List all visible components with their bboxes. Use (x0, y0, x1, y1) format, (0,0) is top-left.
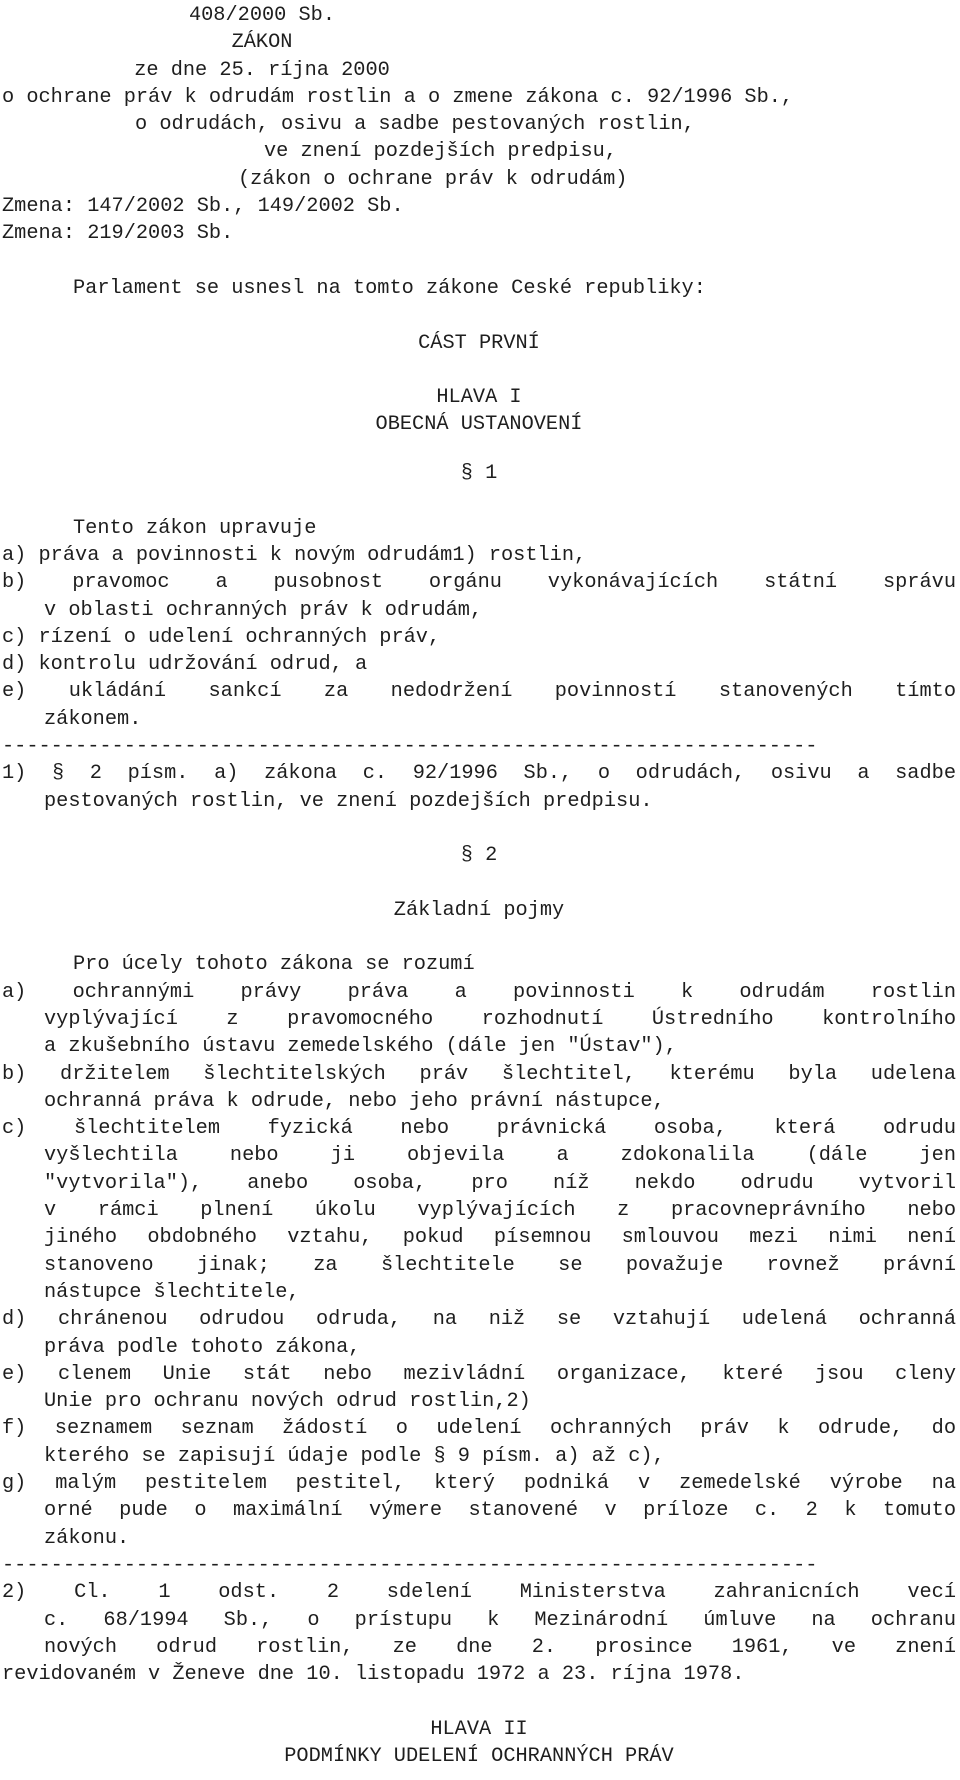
law-date: ze dne 25. ríjna 2000 (134, 58, 390, 82)
footnote-separator: ------------------------------------------------------------------- (2, 735, 818, 759)
section-2-item-a-cont: a zkušebního ústavu zemedelského (dále jen "Ústav"), (44, 1035, 677, 1059)
section-2-title: Základní pojmy (393, 898, 565, 922)
footnote-2-cont: c. 68/1994 Sb., o prístupu k Mezinárodní úmluve na ochranu (44, 1608, 956, 1632)
section-2-item-a: a) ochrannými právy práva a povinnosti k odrudám rostlin (2, 980, 956, 1004)
section-1-item-a: a) práva a povinnosti k novým odrudám1) rostlin, (2, 543, 587, 567)
footnote-2-cont: nových odrud rostlin, ze dne 2. prosince 1961, ve znení (44, 1635, 956, 1659)
section-2-item-b-cont: ochranná práva k odrude, nebo jeho právní nástupce, (44, 1089, 665, 1113)
chapter-1-label: HLAVA I (436, 386, 522, 410)
part-heading: CÁST PRVNÍ (418, 331, 540, 355)
law-title-line-3: ve znení pozdejších predpisu, (264, 140, 617, 164)
section-2-item-g-cont: zákonu. (44, 1526, 130, 1550)
footnote-1: 1) § 2 písm. a) zákona c. 92/1996 Sb., o odrudách, osivu a sadbe (2, 762, 956, 786)
section-2-item-c-cont: "vytvorila"), anebo osoba, pro níž nekdo odrudu vytvoril (44, 1171, 956, 1195)
chapter-1-title: OBECNÁ USTANOVENÍ (375, 413, 583, 437)
footnote-1-cont: pestovaných rostlin, ve znení pozdejších predpisu. (44, 789, 653, 813)
section-2-item-c-cont: v rámci plnení úkolu vyplývajících z pracovneprávního nebo (44, 1199, 956, 1223)
law-document (2, 2, 956, 1770)
section-2-item-f-cont: kterého se zapisují údaje podle § 9 písm. a) až c), (44, 1444, 665, 1468)
section-1-item-e-cont: zákonem. (44, 707, 142, 731)
law-number: 408/2000 Sb. (188, 4, 336, 27)
section-2-item-c-cont: jiného obdobného vztahu, pokud písemnou smlouvou mezi nimi není (44, 1226, 956, 1250)
section-2-mark: § 2 (460, 844, 498, 868)
section-2-item-d-cont: práva podle tohoto zákona, (44, 1335, 361, 1359)
section-1-intro: Tento zákon upravuje (73, 516, 317, 540)
section-2-item-g-cont: orné pude o maximální výmere stanovené v príloze c. 2 k tomuto (44, 1499, 956, 1523)
section-1-item-b-cont: v oblasti ochranných práv k odrudám, (44, 598, 483, 622)
section-2-item-c-cont: nástupce šlechtitele, (44, 1280, 300, 1304)
section-1-item-d: d) kontrolu udržování odrud, a (2, 653, 368, 677)
footnote-2-cont: revidovaném v Ženeve dne 10. listopadu 1972 a 23. ríjna 1978. (2, 1663, 745, 1687)
footnote-2: 2) Cl. 1 odst. 2 sdelení Ministerstva zahranicních vecí (2, 1581, 956, 1605)
amendment-line-1: Zmena: 147/2002 Sb., 149/2002 Sb. (2, 195, 404, 219)
section-2-intro: Pro úcely tohoto zákona se rozumí (73, 953, 475, 977)
section-1-item-e: e) ukládání sankcí za nedodržení povinností stanovených tímto (2, 680, 956, 704)
section-2-item-a-cont: vyplývající z pravomocného rozhodnutí Ústredního kontrolního (44, 1007, 956, 1031)
chapter-2-label: HLAVA II (430, 1717, 528, 1741)
section-2-item-e-cont: Unie pro ochranu nových odrud rostlin,2) (44, 1390, 531, 1414)
section-1-item-c: c) rízení o udelení ochranných práv, (2, 625, 441, 649)
section-2-item-c-cont: stanoveno jinak; za šlechtitele se považuje rovnež právní (44, 1253, 956, 1277)
law-type: ZÁKON (231, 31, 293, 55)
chapter-2-title: PODMÍNKY UDELENÍ OCHRANNÝCH PRÁV (284, 1745, 674, 1768)
section-2-item-f: f) seznamem seznam žádostí o udelení ochranných práv k odrude, do (2, 1417, 956, 1441)
section-2-item-c-cont: vyšlechtila nebo ji objevila a zdokonalila (dále jen (44, 1144, 956, 1168)
law-title-line-1: o ochrane práv k odrudám rostlin a o zmene zákona c. 92/1996 Sb., (2, 85, 794, 109)
preamble: Parlament se usnesl na tomto zákone Ceské republiky: (73, 276, 706, 300)
section-1-item-b: b) pravomoc a pusobnost orgánu vykonávajících státní správu (2, 571, 956, 595)
section-2-item-e: e) clenem Unie stát nebo mezivládní organizace, které jsou cleny (2, 1362, 956, 1386)
amendment-line-2: Zmena: 219/2003 Sb. (2, 222, 234, 246)
law-title-line-2: o odrudách, osivu a sadbe pestovaných rostlin, (135, 113, 695, 137)
section-2-item-g: g) malým pestitelem pestitel, který podniká v zemedelské výrobe na (2, 1472, 956, 1496)
law-short-title: (zákon o ochrane práv k odrudám) (238, 167, 628, 191)
section-1-mark: § 1 (460, 462, 498, 486)
section-2-item-b: b) držitelem šlechtitelských práv šlechtitel, kterému byla udelena (2, 1062, 956, 1086)
section-2-item-c: c) šlechtitelem fyzická nebo právnická osoba, která odrudu (2, 1117, 956, 1141)
footnote-separator: ------------------------------------------------------------------- (2, 1553, 818, 1577)
section-2-item-d: d) chránenou odrudou odruda, na niž se vztahují udelená ochranná (2, 1308, 956, 1332)
